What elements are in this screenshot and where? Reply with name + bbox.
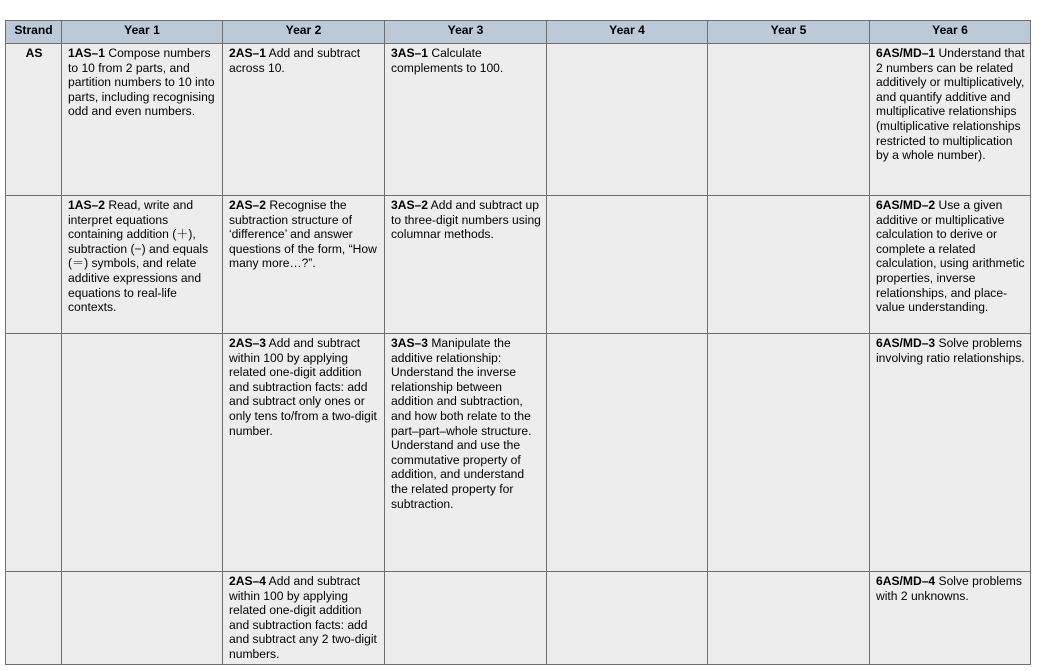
objective-text: Recognise the subtraction structure of ‘difference’ and answer questions of the form, “How many more…?”. bbox=[229, 198, 377, 271]
header-year-1: Year 1 bbox=[62, 21, 223, 44]
objective-text: Understand that 2 numbers can be related additively or multiplicatively, and quantify additive and multiplicative relationships (multiplicative relationships restricted to multiplication by a whole number). bbox=[876, 46, 1025, 163]
objective-text: Use a given additive or multiplicative calculation to derive or complete a related calculation, using arithmetic properties, inverse relationships, and place-value understanding. bbox=[876, 198, 1025, 315]
objective-text: Add and subtract within 100 by applying related one-digit addition and subtraction facts: add and subtract any 2 two-digit numbers. bbox=[229, 574, 377, 661]
header-row bbox=[6, 21, 1031, 44]
year-2-cell bbox=[223, 44, 385, 196]
year-3-cell bbox=[385, 196, 547, 334]
table-row bbox=[6, 572, 1031, 665]
objective-code: 1AS–1 bbox=[68, 46, 105, 60]
header-year-6: Year 6 bbox=[870, 21, 1031, 44]
year-5-cell bbox=[708, 44, 870, 196]
year-4-cell bbox=[547, 44, 708, 196]
table-row bbox=[6, 44, 1031, 196]
year-5-cell bbox=[708, 572, 870, 665]
year-1-cell bbox=[62, 44, 223, 196]
year-4-cell bbox=[547, 196, 708, 334]
objective-code: 3AS–2 bbox=[391, 198, 428, 212]
year-5-cell bbox=[708, 334, 870, 572]
objective-text: Add and subtract within 100 by applying related one-digit addition and subtraction facts: add and subtract only ones or only tens to/from a two-digit number. bbox=[229, 336, 377, 438]
objective-text: Solve problems involving ratio relationships. bbox=[876, 336, 1025, 365]
year-2-cell bbox=[223, 572, 385, 665]
header-year-4: Year 4 bbox=[547, 21, 708, 44]
objective-code: 2AS–3 bbox=[229, 336, 266, 350]
year-6-cell bbox=[870, 334, 1031, 572]
objective-code: 6AS/MD–1 bbox=[876, 46, 936, 60]
year-5-cell bbox=[708, 196, 870, 334]
objective-code: 2AS–4 bbox=[229, 574, 266, 588]
objective-code: 1AS–2 bbox=[68, 198, 105, 212]
table-row bbox=[6, 196, 1031, 334]
objective-text: Manipulate the additive relationship: Understand the inverse relationship between addition and subtraction, and how both relate to the part–part–whole structure. Understand and use the commutative property of addition, and understand the related property for subtraction. bbox=[391, 336, 532, 511]
year-3-cell bbox=[385, 572, 547, 665]
objective-text: Calculate complements to 100. bbox=[391, 46, 504, 75]
objective-code: 2AS–1 bbox=[229, 46, 266, 60]
curriculum-table bbox=[5, 20, 1031, 665]
objective-text: Solve problems with 2 unknowns. bbox=[876, 574, 1022, 603]
year-4-cell bbox=[547, 334, 708, 572]
objective-code: 3AS–3 bbox=[391, 336, 428, 350]
year-6-cell bbox=[870, 572, 1031, 665]
objective-text: Read, write and interpret equations containing addition (＋), subtraction (−) and equals (＝) symbols, and relate additive expressions and equations to real-life contexts. bbox=[68, 198, 209, 315]
strand-cell bbox=[6, 572, 62, 665]
objective-code: 2AS–2 bbox=[229, 198, 266, 212]
header-year-2: Year 2 bbox=[223, 21, 385, 44]
objective-code: 3AS–1 bbox=[391, 46, 428, 60]
objective-code: 6AS/MD–3 bbox=[876, 336, 936, 350]
objective-text: Add and subtract up to three-digit numbers using columnar methods. bbox=[391, 198, 541, 242]
year-6-cell bbox=[870, 196, 1031, 334]
objective-text: Add and subtract across 10. bbox=[229, 46, 361, 75]
strand-cell bbox=[6, 334, 62, 572]
year-2-cell bbox=[223, 196, 385, 334]
header-year-5: Year 5 bbox=[708, 21, 870, 44]
objective-text: Compose numbers to 10 from 2 parts, and partition numbers to 10 into parts, including recognising odd and even numbers. bbox=[68, 46, 215, 119]
year-3-cell bbox=[385, 334, 547, 572]
strand-cell: AS bbox=[6, 44, 62, 196]
objective-code: 6AS/MD–4 bbox=[876, 574, 936, 588]
strand-cell bbox=[6, 196, 62, 334]
year-2-cell bbox=[223, 334, 385, 572]
header-year-3: Year 3 bbox=[385, 21, 547, 44]
year-3-cell bbox=[385, 44, 547, 196]
year-1-cell bbox=[62, 334, 223, 572]
table-row bbox=[6, 334, 1031, 572]
header-strand: Strand bbox=[6, 21, 62, 44]
year-4-cell bbox=[547, 572, 708, 665]
document-page bbox=[5, 20, 1031, 665]
year-1-cell bbox=[62, 572, 223, 665]
year-1-cell bbox=[62, 196, 223, 334]
year-6-cell bbox=[870, 44, 1031, 196]
objective-code: 6AS/MD–2 bbox=[876, 198, 936, 212]
